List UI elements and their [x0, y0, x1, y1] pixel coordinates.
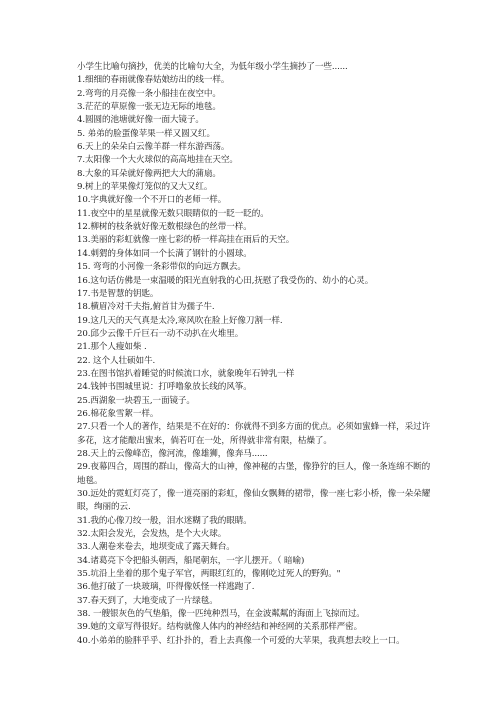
sentence-26: 26.棉花象雪絮一样。: [77, 408, 159, 419]
sentence-12: 12.柳树的枝条就好像无数根绿色的丝带一样。: [77, 222, 252, 233]
sentence-21: 21.那个人瘦如柴 .: [77, 342, 147, 353]
sentence-8: 8.大象的耳朵就好像两把大大的蒲扇。: [77, 168, 221, 179]
sentence-37: 37.春天到了，大地变成了一片绿毯。: [77, 595, 218, 606]
sentence-22: 22. 这个人壮硕如牛.: [77, 355, 156, 366]
sentence-20: 20.邱少云像千斤巨石一动不动扒在火堆里。: [77, 328, 244, 339]
sentence-6: 6.天上的朵朵白云像羊群一样东游西荡。: [77, 142, 230, 153]
sentence-9: 9.树上的苹果像灯笼似的又大又红。: [77, 182, 213, 193]
sentence-38: 38. 一艘银灰色的气垫船，像一匹纯种烈马，在金波粼粼的海面上飞掠而过。: [77, 609, 365, 620]
sentence-23: 23.在图书馆扒着睡觉的时候流口水，就象晚年石钟乳一样: [77, 368, 295, 379]
sentence-16: 16.这句话仿佛是一束温暖的阳光直射我的心田,抚慰了我受伤的、幼小的心灵。: [77, 275, 374, 286]
sentence-30: 30.远处的霓虹灯亮了，像一道亮丽的彩虹，像仙女飘舞的裙带，像一座七彩小桥，像一朵朵耀眼，绚丽的云.: [77, 489, 431, 513]
sentence-34: 34.诸葛亮下令把船头朝西，船尾朝东，一字儿摆开。（ 暗喻): [77, 555, 305, 566]
sentence-36: 36.他打破了一块玻璃，吓得像妖怪一样逃跑了.: [77, 582, 255, 593]
sentence-33: 33.人潮卷来卷去，地坝变成了露天舞台。: [77, 542, 235, 553]
sentence-7: 7.太阳像一个大火球似的高高地挂在天空。: [77, 155, 238, 166]
sentence-32: 32.太阳会发光，会发热，是个大火球。: [77, 529, 227, 540]
sentence-14: 14.刺猬的身体如同一个长满了钢针的小圆球。: [77, 248, 252, 259]
sentence-18: 18.横眉冷对千夫指,俯首甘为孺子牛.: [77, 302, 215, 313]
sentence-24: 24.钱钟书围城里说：打呼噜象放长线的风筝。: [77, 382, 252, 393]
sentence-27: 27.只看一个人的著作，结果是不在好的：你就得不到多方面的优点。必须如蜜蜂一样，采过许多花，这才能酿出蜜来，倘若叮在一处，所得就非常有限，枯燥了。: [77, 422, 431, 446]
article-title: 小学生比喻句摘抄，优美的比喻句大全，为低年级小学生摘抄了一些......: [77, 62, 348, 72]
sentence-31: 31.我的心像刀绞一般，泪水迷糊了我的眼睛。: [77, 515, 252, 526]
sentence-28: 28.天上的云像峰峦，像河流，像雄狮，像奔马......: [77, 448, 268, 459]
sentence-11: 11.夜空中的星星就像无数只眼睛似的一眨一眨的。: [77, 208, 269, 219]
sentence-25: 25.西湖象一块碧玉,一面镜子。: [77, 395, 195, 406]
sentence-1: 1.细细的春雨就像春姑娘纺出的线一样。: [77, 75, 230, 86]
sentence-13: 13.美丽的彩虹就像一座七彩的桥一样高挂在雨后的天空。: [77, 235, 295, 246]
sentence-15: 15. 弯弯的小河像一条彩带似的向远方飘去。: [77, 262, 246, 273]
sentence-29: 29.夜幕四合，周围的群山，像高大的山神，像神秘的古堡，像狰狞的巨人，像一条连绵不断的地毯。: [77, 462, 431, 486]
sentence-4: 4.圆圆的池塘就好像一面大镜子。: [77, 115, 204, 126]
sentence-39: 39.她的文章写得很好。结构就像人体内的神经结和神经网的关系那样严密。: [77, 622, 363, 633]
article-body: [77, 61, 437, 648]
sentence-19: 19.这几天的天气真是太冷,寒风吹在脸上好像刀割一样.: [77, 315, 283, 326]
sentence-40: 40.小弟弟的脸胖乎乎、红扑扑的，看上去真像一个可爱的大苹果，我真想去咬上一口。: [77, 635, 405, 646]
sentence-35: 35.坑沿上坐着的那个鬼子军官，两眼红红的，像刚吃过死人的野狗。": [77, 569, 341, 580]
sentence-5: 5. 弟弟的脸蛋像苹果一样又圆又红。: [77, 128, 216, 139]
sentence-17: 17.书是智慧的钥匙。: [77, 288, 159, 299]
sentence-3: 3.茫茫的草原像一张无边无际的地毯。: [77, 102, 221, 113]
sentence-2: 2.弯弯的月亮像一条小船挂在夜空中。: [77, 88, 221, 99]
sentence-10: 10.字典就好像一个不开口的老师一样。: [77, 195, 227, 206]
